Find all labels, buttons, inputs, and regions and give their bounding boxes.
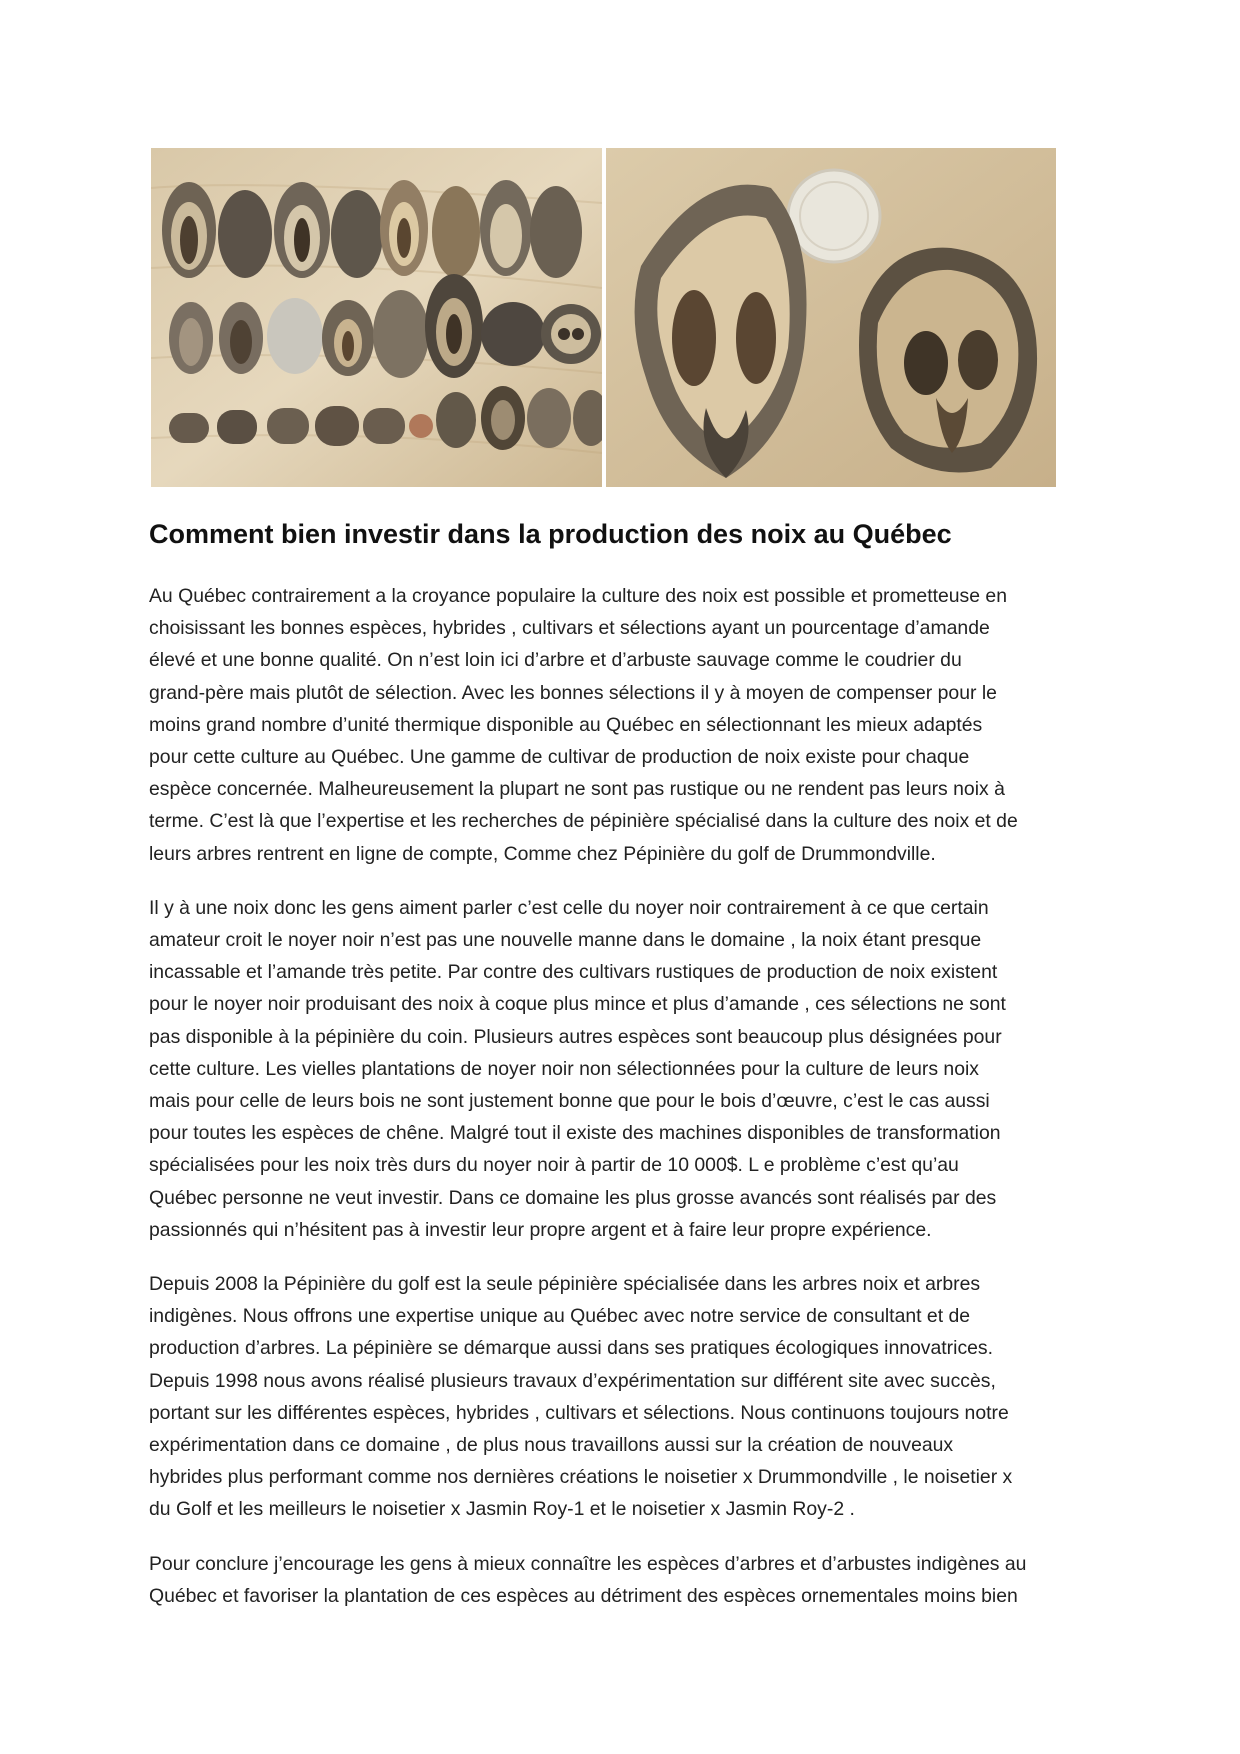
- text-line: Québec personne ne veut investir. Dans ce domaine les plus grosse avancés sont réalisés par des: [149, 1186, 997, 1209]
- text-line: pas disponible à la pépinière du coin. Plusieurs autres espèces sont beaucoup plus désignées pour: [149, 1025, 1002, 1048]
- text-line: hybrides plus performant comme nos dernières créations le noisetier x Drummondville , le noisetier x: [149, 1466, 1013, 1489]
- text-line: passionnés qui n’hésitent pas à investir leur propre argent et à faire leur propre expérience.: [149, 1218, 932, 1241]
- text-line: portant sur les différentes espèces, hybrides , cultivars et sélections. Nous continuons toujours notre: [149, 1401, 1009, 1424]
- paragraph-1: [149, 580, 1099, 870]
- text-line: mais pour celle de leurs bois ne sont justement bonne que pour le bois d’œuvre, c’est le cas aussi: [149, 1090, 990, 1113]
- text-line: pour le noyer noir produisant des noix à coque plus mince et plus d’amande , ces sélections ne sont: [149, 993, 1006, 1016]
- walnut-closeup-image: [606, 148, 1056, 487]
- article-body: [149, 580, 1099, 1634]
- paragraph-4: [149, 1548, 1099, 1612]
- text-line: grand-père mais plutôt de sélection. Avec les bonnes sélections il y à moyen de compenser pour le: [149, 681, 997, 704]
- text-line: pour toutes les espèces de chêne. Malgré tout il existe des machines disponibles de transformation: [149, 1122, 1001, 1145]
- paragraph-3: [149, 1268, 1099, 1526]
- text-line: indigènes. Nous offrons une expertise unique au Québec avec notre service de consultant et de: [149, 1305, 971, 1328]
- text-line: leurs arbres rentrent en ligne de compte, Comme chez Pépinière du golf de Drummondville.: [149, 842, 936, 865]
- nut-collection-image: [151, 148, 602, 487]
- text-line: Il y à une noix donc les gens aiment parler c’est celle du noyer noir contrairement à ce que certain: [149, 896, 989, 919]
- text-line: choisissant les bonnes espèces, hybrides , cultivars et sélections ayant un pourcentage d’amande: [149, 617, 990, 640]
- text-line: Pour conclure j’encourage les gens à mieux connaître les espèces d’arbres et d’arbustes indigènes au: [149, 1552, 1027, 1575]
- text-line: expérimentation dans ce domaine , de plus nous travaillons aussi sur la création de nouveaux: [149, 1434, 954, 1457]
- text-line: cette culture. Les vielles plantations de noyer noir non sélectionnées pour la culture de leurs noix: [149, 1057, 979, 1080]
- text-line: élevé et une bonne qualité. On n’est loin ici d’arbre et d’arbuste sauvage comme le coudrier du: [149, 649, 962, 672]
- text-line: du Golf et les meilleurs le noisetier x Jasmin Roy-1 et le noisetier x Jasmin Roy-2 .: [149, 1498, 855, 1521]
- text-line: Depuis 1998 nous avons réalisé plusieurs travaux d’expérimentation sur différent site avec succès,: [149, 1369, 996, 1392]
- text-line: production d’arbres. La pépinière se démarque aussi dans ses pratiques écologiques innovatrices.: [149, 1337, 994, 1360]
- text-line: terme. C’est là que l’expertise et les recherches de pépinière spécialisé dans la culture des noix et de: [149, 810, 1018, 833]
- article-title: Comment bien investir dans la production des noix au Québec: [149, 519, 952, 549]
- nut-cross-sections-photo: [151, 148, 602, 487]
- paragraph-2: [149, 892, 1099, 1246]
- text-line: moins grand nombre d’unité thermique disponible au Québec en sélectionnant les mieux adaptés: [149, 713, 983, 736]
- walnut-halves-photo: [606, 148, 1056, 487]
- text-line: Québec et favoriser la plantation de ces espèces au détriment des espèces ornementales moins bien: [149, 1584, 1018, 1607]
- text-line: Au Québec contrairement a la croyance populaire la culture des noix est possible et prometteuse en: [149, 585, 1007, 607]
- text-line: incassable et l’amande très petite. Par contre des cultivars rustiques de production de noix existent: [149, 961, 998, 984]
- text-line: spécialisées pour les noix très durs du noyer noir à partir de 10 000$. L e problème c’est qu’au: [149, 1154, 959, 1177]
- text-line: Depuis 2008 la Pépinière du golf est la seule pépinière spécialisée dans les arbres noix et arbres: [149, 1273, 981, 1296]
- photo-strip: [151, 148, 1056, 487]
- text-line: pour cette culture au Québec. Une gamme de cultivar de production de noix existe pour chaque: [149, 746, 970, 769]
- text-line: amateur croit le noyer noir n’est pas une nouvelle manne dans le domaine , la noix étant presque: [149, 929, 982, 952]
- text-line: espèce concernée. Malheureusement la plupart ne sont pas rustique ou ne rendent pas leurs noix à: [149, 778, 1005, 801]
